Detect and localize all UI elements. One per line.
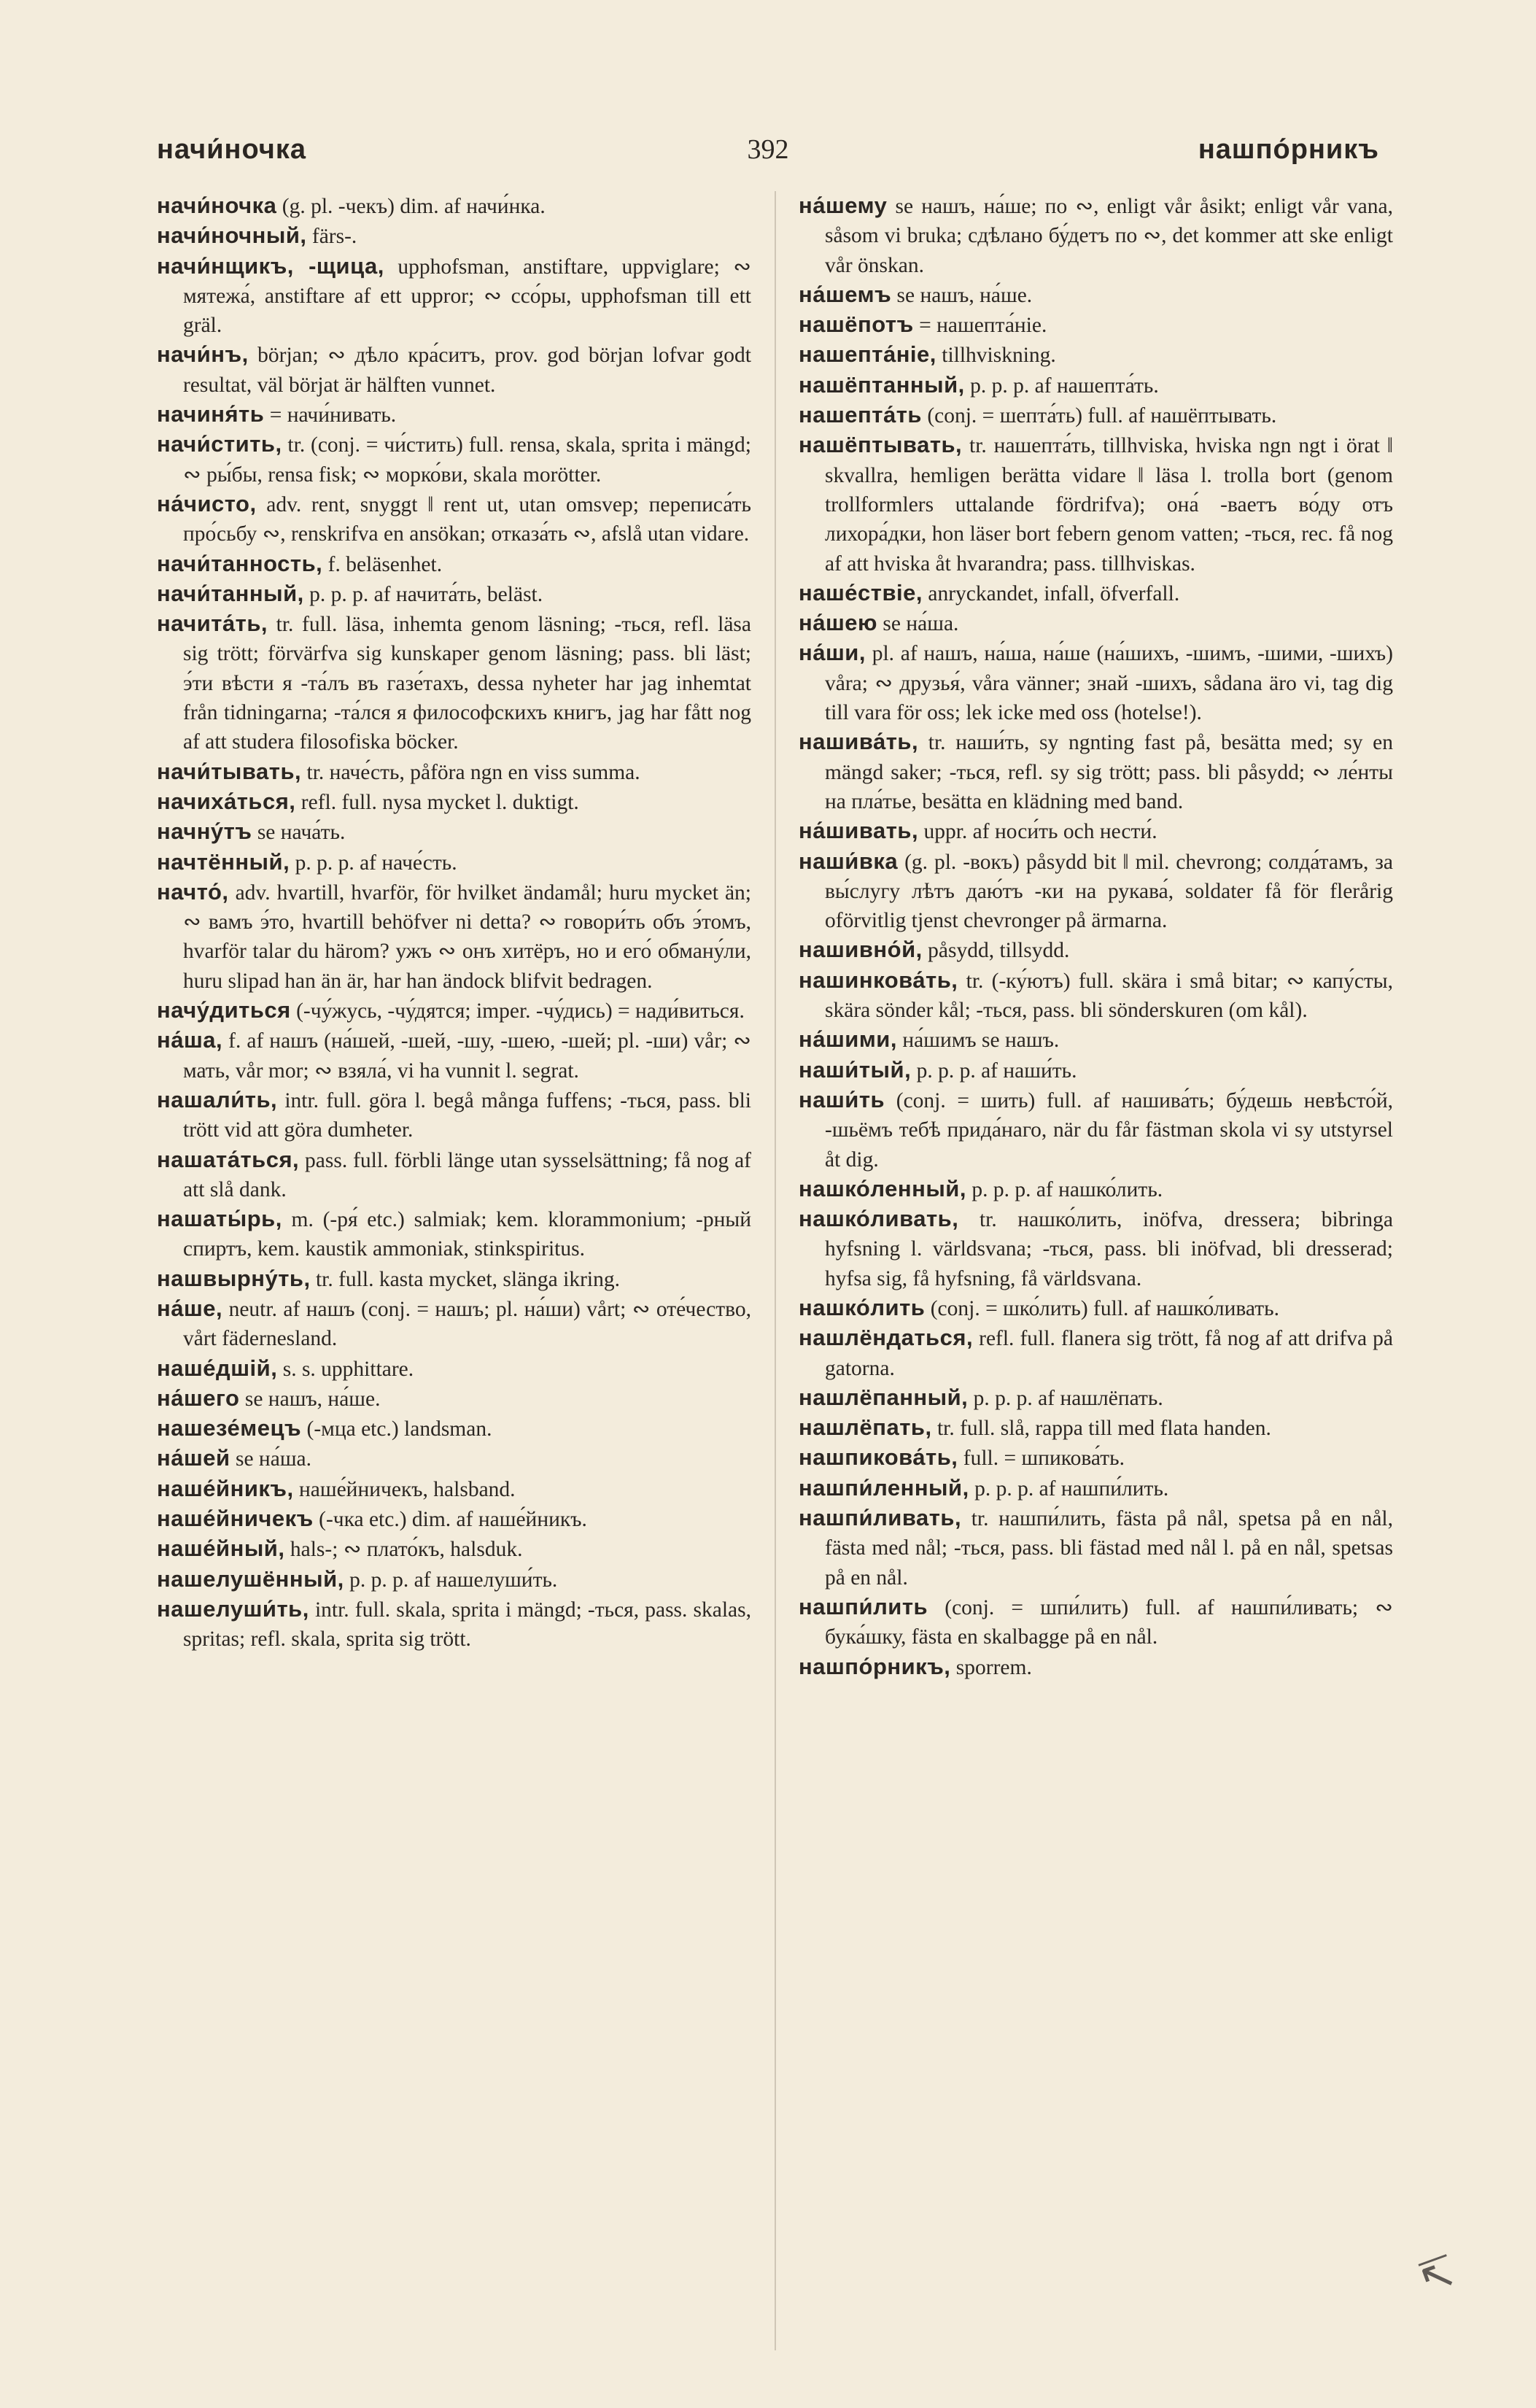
entry-definition: наше́йничекъ, halsband. (293, 1477, 516, 1501)
dictionary-entry (799, 935, 1393, 965)
pencil-mark-icon: ↸ (1411, 2245, 1463, 2307)
dictionary-entry (799, 1413, 1393, 1443)
entry-definition: tr. нашепта́ть, tillhviska, hviska ngn ngt i örat ‖ skvallra, hemligen berätta vidare ‖ läsa l. trolla bort (genom trollformlers uttalande fördrifva); она́ -ваетъ во́ду отъ лихора́дки, hon läser bort febern genom vatten; -ться, rec. få nog af att hviska åt hvarandra; pass. tillhviskas. (825, 434, 1393, 576)
entry-definition: p. p. p. af наши́ть. (911, 1058, 1077, 1083)
entry-definition: se на́ша. (877, 612, 959, 636)
dictionary-entry (157, 1085, 751, 1145)
entry-headword: начи́танный, (157, 580, 304, 606)
entry-definition: se нашъ, на́ше; по ∾, enligt vår åsikt; enligt vår vana, såsom vi bruka; сдѣлано бу́детъ по ∾, det kommer att ske enligt vår önskan. (825, 195, 1393, 277)
entry-headword: на́шей (157, 1445, 230, 1471)
dictionary-entry (799, 191, 1393, 280)
entry-headword: нашелушённый, (157, 1565, 344, 1592)
dictionary-entry (157, 848, 751, 878)
entry-definition: f. af нашъ (на́шей, -шей, -шу, -шею, -шей; pl. -ши) vår; ∾ мать, vår mor; ∾ взяла́, vi ha vunnit l. segrat. (183, 1029, 751, 1083)
entry-definition: = начи́нивать. (264, 403, 397, 427)
dictionary-entry (157, 1444, 751, 1474)
dictionary-entry (157, 1294, 751, 1354)
entry-definition: adv. hvartill, hvarför, för hvilket ändamål; huru mycket än; ∾ вамъ э́то, hvartill behöfver ni detta? ∾ говори́ть объ э́томъ, hvarför talar du härom? ужъ ∾ онъ хитёръ, но и его́ обману́ли, huru slipad han än är, har han ändock blifvit bedragen. (183, 880, 751, 993)
entry-headword: на́шего (157, 1385, 240, 1411)
entry-definition: neutr. af нашъ (conj. = нашъ; pl. на́ши) vårt; ∾ оте́чество, vårt fädernesland. (183, 1297, 751, 1351)
entry-definition: anryckandet, infall, öfverfall. (923, 581, 1180, 605)
dictionary-entry (157, 1474, 751, 1504)
page-header (157, 124, 1379, 175)
entry-definition: hals-; ∾ плато́къ, halsduk. (284, 1538, 523, 1562)
entry-definition: se нашъ, на́ше. (239, 1387, 381, 1411)
entry-headword: начи́ночка (157, 193, 277, 218)
entry-definition: tr. full. läsa, inhemta genom läsning; -ться, refl. läsa sig trött; förvärfva sig kunskaper genom läsning; pass. bli läst; э́ти вѣсти я -та́лъ въ газе́тахъ, dessa nyheter har jag inhemtat från tidningarna; -та́лся я философскихъ книгъ, jag har fått nog af att studera filosofiska böcker. (183, 613, 751, 754)
entry-definition: pass. full. förbli länge utan sysselsättning; få nog af att slå dank. (183, 1148, 751, 1201)
right-column (799, 191, 1393, 2350)
entry-headword: на́шею (799, 610, 878, 636)
entry-headword: нашпи́ленный, (799, 1474, 969, 1501)
dictionary-entry (799, 1056, 1393, 1085)
entry-definition: tr. нашко́лить, inöfva, dressera; bibringa hyfsning l. världsvana; -ться, pass. bli inöfvad, bli dresserad; hyfsa sig, få hyfsning, få världsvana. (825, 1208, 1393, 1290)
entry-headword: начу́диться (157, 997, 291, 1023)
entry-definition: färs-. (306, 225, 357, 249)
dictionary-entry (157, 1595, 751, 1654)
dictionary-entry (157, 1384, 751, 1414)
entry-headword: нашивно́й, (799, 937, 923, 963)
dictionary-entry (799, 1474, 1393, 1503)
entry-headword: нашпикова́ть, (799, 1444, 958, 1471)
dictionary-entry (157, 757, 751, 787)
entry-definition: refl. full. nysa mycket l. duktigt. (295, 790, 579, 814)
entry-headword: нашали́ть, (157, 1086, 278, 1112)
entry-definition: tr. наче́сть, påföra ngn en viss summa. (301, 760, 640, 784)
dictionary-entry (157, 1145, 751, 1205)
entry-definition: full. = шпикова́ть. (958, 1447, 1125, 1471)
entry-headword: начто́, (157, 878, 229, 905)
entry-headword: начи́танность, (157, 550, 323, 576)
dictionary-columns (157, 191, 1393, 2350)
entry-headword: наши́ть (799, 1086, 885, 1112)
dictionary-entry (157, 817, 751, 847)
dictionary-entry (157, 340, 751, 400)
entry-definition: (-чу́жусь, -чу́дятся; imper. -чу́дись) = нади́виться. (290, 999, 745, 1023)
entry-headword: нашинкова́ть, (799, 967, 958, 993)
dictionary-entry (799, 1085, 1393, 1174)
entry-headword: наши́вка (799, 848, 899, 874)
dictionary-entry (799, 578, 1393, 608)
entry-definition: tr. нашпи́лить, fästa på nål, spetsa på en nål, fästa med nål; -ться, pass. bli fästad med nål l. på en nål, spetsas på en nål. (825, 1507, 1393, 1590)
entry-headword: на́ше, (157, 1295, 223, 1321)
entry-definition: påsydd, tillsydd. (922, 939, 1070, 963)
entry-definition: f. beläsenhet. (322, 552, 443, 576)
entry-headword: нашепта́ть (799, 402, 922, 428)
dictionary-entry (799, 847, 1393, 936)
entry-definition: tr. (-ку́ютъ) full. skära i små bitar; ∾ капу́сты, skära sönder kål; -ться, pass. bli sönderskuren (om kål). (825, 969, 1393, 1023)
entry-definition: (g. pl. -чекъ) dim. af начи́нка. (276, 195, 546, 218)
entry-definition: tr. full. kasta mycket, slänga ikring. (310, 1267, 620, 1291)
entry-definition: (conj. = шепта́ть) full. af нашёптывать. (921, 404, 1277, 428)
entry-headword: начну́тъ (157, 818, 252, 845)
dictionary-entry (799, 1652, 1393, 1682)
running-head-left: начи́ночка (157, 133, 306, 165)
entry-headword: нашёптанный, (799, 371, 965, 398)
entry-definition: tr. full. slå, rappa till med flata handen. (931, 1417, 1271, 1441)
entry-definition: adv. rent, snyggt ‖ rent ut, utan omsvep; переписа́ть про́сьбу ∾, renskrifva en ansökan; отказа́ть ∾, afslå utan vidare. (183, 492, 751, 546)
entry-definition: sporrem. (950, 1655, 1032, 1679)
dictionary-entry (799, 1025, 1393, 1055)
entry-headword: нашлёпанный, (799, 1384, 969, 1410)
entry-headword: нашаты́рь, (157, 1206, 282, 1232)
dictionary-entry (799, 1443, 1393, 1473)
entry-headword: на́шему (799, 193, 888, 218)
entry-headword: нашко́ленный, (799, 1175, 966, 1201)
entry-definition: upphofsman, anstiftare, uppviglare; ∾ мятежа́, anstiftare af ett uppror; ∾ ссо́ры, upphofsman till ett gräl. (183, 255, 751, 338)
entry-definition: se на́ша. (230, 1447, 311, 1471)
column-divider (775, 191, 776, 2350)
dictionary-entry (157, 609, 751, 756)
entry-headword: на́шемъ (799, 281, 892, 307)
dictionary-entry (157, 1026, 751, 1085)
entry-headword: начи́ночный, (157, 222, 307, 249)
dictionary-entry (157, 221, 751, 251)
dictionary-entry (799, 1592, 1393, 1652)
dictionary-entry (157, 1565, 751, 1595)
entry-headword: нашлёпать, (799, 1414, 932, 1441)
running-head-right: нашпо́рникъ (1198, 133, 1379, 165)
dictionary-entry (799, 371, 1393, 400)
entry-headword: нашлёндаться, (799, 1325, 974, 1351)
dictionary-entry (799, 310, 1393, 340)
entry-headword: на́ши, (799, 640, 866, 666)
entry-definition: refl. full. flanera sig trött, få nog af att drifva på gatorna. (825, 1327, 1393, 1380)
dictionary-entry (799, 1174, 1393, 1204)
left-column (157, 191, 751, 2350)
dictionary-entry (799, 638, 1393, 727)
entry-definition: на́шимъ se нашъ. (896, 1029, 1060, 1053)
entry-definition: p. p. p. af нашпи́лить. (969, 1476, 1169, 1501)
entry-headword: начита́ть, (157, 611, 268, 637)
entry-headword: нашелуши́ть, (157, 1595, 309, 1622)
entry-headword: нашёпотъ (799, 311, 914, 338)
entry-definition: pl. af нашъ, на́ша, на́ше (на́шихъ, -шимъ, -шими, -шихъ) våra; ∾ друзья́, våra vänner; знай -шихъ, sådana äro vi, tag dig till vara för oss; lek icke med oss (hotelse!). (825, 642, 1393, 725)
entry-headword: начтённый, (157, 848, 290, 875)
entry-headword: на́чисто, (157, 490, 257, 516)
dictionary-entry (157, 430, 751, 489)
entry-definition: p. p. p. af начита́ть, beläst. (303, 582, 543, 606)
entry-headword: начиха́ться, (157, 788, 296, 814)
dictionary-entry (799, 340, 1393, 370)
entry-headword: нашпи́ливать, (799, 1505, 962, 1531)
dictionary-entry (157, 787, 751, 817)
entry-definition: (-мца etc.) landsman. (301, 1417, 492, 1441)
dictionary-entry (799, 1204, 1393, 1293)
page-number: 392 (747, 134, 789, 165)
entry-headword: начиня́ть (157, 401, 265, 427)
entry-headword: нашива́ть, (799, 729, 919, 755)
dictionary-entry (799, 1383, 1393, 1413)
dictionary-entry (157, 878, 751, 996)
dictionary-entry (799, 816, 1393, 846)
entry-definition: uppr. af носи́ть och нести́. (918, 820, 1157, 844)
dictionary-entry (157, 191, 751, 221)
dictionary-entry (157, 252, 751, 341)
entry-headword: начи́стить, (157, 431, 282, 457)
dictionary-entry (799, 727, 1393, 816)
entry-headword: наши́тый, (799, 1056, 912, 1083)
entry-definition: p. p. p. af нашко́лить. (966, 1177, 1163, 1201)
entry-headword: наше́йничекъ (157, 1506, 314, 1532)
entry-headword: наше́дшій, (157, 1355, 278, 1381)
dictionary-entry (799, 400, 1393, 430)
entry-definition: p. p. p. af нашепта́ть. (964, 373, 1159, 398)
dictionary-entry (799, 430, 1393, 578)
dictionary-entry (157, 996, 751, 1026)
entry-headword: начи́нщикъ, -щица, (157, 252, 384, 279)
dictionary-entry (157, 579, 751, 609)
entry-definition: p. p. p. af нашлёпать. (968, 1386, 1163, 1410)
dictionary-entry (157, 1534, 751, 1564)
entry-definition: se нашъ, на́ше. (891, 283, 1033, 307)
entry-headword: нашезе́мецъ (157, 1415, 302, 1441)
dictionary-entry (799, 1323, 1393, 1383)
entry-definition: intr. full. göra l. begå många fuffens; -ться, pass. bli trött vid att göra dumheter. (183, 1088, 751, 1142)
dictionary-entry (799, 1503, 1393, 1592)
entry-definition: tr. наши́ть, sy ngnting fast på, besätta med; sy en mängd saker; -ться, refl. sy sig trött; pass. bli påsydd; ∾ ле́нты на пла́тье, besätta en klädning med band. (825, 731, 1393, 813)
entry-definition: m. (-ря́ etc.) salmiak; kem. klorammonium; -рный спиртъ, kem. kaustik ammoniak, stinkspiritus. (183, 1208, 751, 1261)
entry-headword: нашко́ливать, (799, 1206, 959, 1232)
entry-headword: нашпи́лить (799, 1593, 928, 1619)
entry-headword: на́шивать, (799, 818, 919, 844)
dictionary-entry (799, 1293, 1393, 1323)
entry-headword: на́шими, (799, 1026, 897, 1053)
entry-headword: наше́йный, (157, 1536, 285, 1562)
dictionary-entry (157, 549, 751, 579)
entry-headword: нашёптывать, (799, 432, 963, 458)
entry-headword: нашко́лить (799, 1294, 926, 1320)
entry-headword: нашпо́рникъ, (799, 1653, 951, 1679)
entry-headword: на́ша, (157, 1027, 223, 1053)
dictionary-entry (799, 608, 1393, 638)
entry-headword: начи́тывать, (157, 758, 302, 784)
entry-headword: нашата́ться, (157, 1146, 300, 1172)
dictionary-entry (157, 1504, 751, 1534)
entry-definition: se нача́ть. (252, 821, 346, 845)
entry-definition: tr. (conj. = чи́стить) full. rensa, skala, sprita i mängd; ∾ ры́бы, rensa fisk; ∾ морко́ви, skala morötter. (183, 433, 751, 487)
entry-headword: нашвырну́ть, (157, 1265, 311, 1291)
entry-definition: början; ∾ дѣло кра́ситъ, prov. god början lofvar godt resultat, väl börjat är hälften vunnet. (183, 344, 751, 397)
entry-definition: (conj. = шпи́лить) full. af нашпи́ливать; ∾ бука́шку, fästa en skalbagge på en nål. (825, 1595, 1393, 1649)
dictionary-entry (157, 400, 751, 430)
entry-definition: (conj. = шить) full. af нашива́ть; бу́дешь невѣсто́й, -шьёмъ тебѣ прида́наго, när du får fästman skola vi sy utstyrsel åt dig. (825, 1088, 1393, 1172)
dictionary-entry (157, 1264, 751, 1294)
dictionary-entry (157, 489, 751, 549)
entry-definition: (g. pl. -вокъ) påsydd bit ‖ mil. chevrong; солда́тамъ, за вы́слугу лѣтъ даю́тъ -ки на рукава́, soldater få för flerårig oförvitlig tjenst chevronger på ärmarna. (825, 850, 1393, 933)
entry-definition: p. p. p. af нашелуши́ть. (344, 1568, 558, 1592)
entry-headword: нашепта́ніе, (799, 341, 936, 368)
entry-headword: начи́нъ, (157, 341, 249, 368)
dictionary-entry (157, 1354, 751, 1384)
entry-headword: наше́йникъ, (157, 1475, 294, 1501)
entry-definition: s. s. upphittare. (277, 1357, 414, 1381)
dictionary-entry (157, 1204, 751, 1264)
dictionary-entry (799, 966, 1393, 1026)
dictionary-entry (799, 280, 1393, 310)
entry-definition: intr. full. skala, sprita i mängd; -ться, pass. skalas, spritas; refl. skala, sprita sig trött. (183, 1598, 751, 1652)
entry-definition: tillhviskning. (936, 344, 1056, 368)
entry-definition: = нашепта́ніе. (913, 314, 1047, 338)
entry-definition: (conj. = шко́лить) full. af нашко́ливать. (925, 1296, 1279, 1320)
entry-definition: p. p. p. af наче́сть. (290, 851, 457, 875)
entry-headword: наше́ствіе, (799, 579, 923, 605)
entry-definition: (-чка etc.) dim. af наше́йникъ. (313, 1508, 587, 1532)
dictionary-entry (157, 1414, 751, 1444)
